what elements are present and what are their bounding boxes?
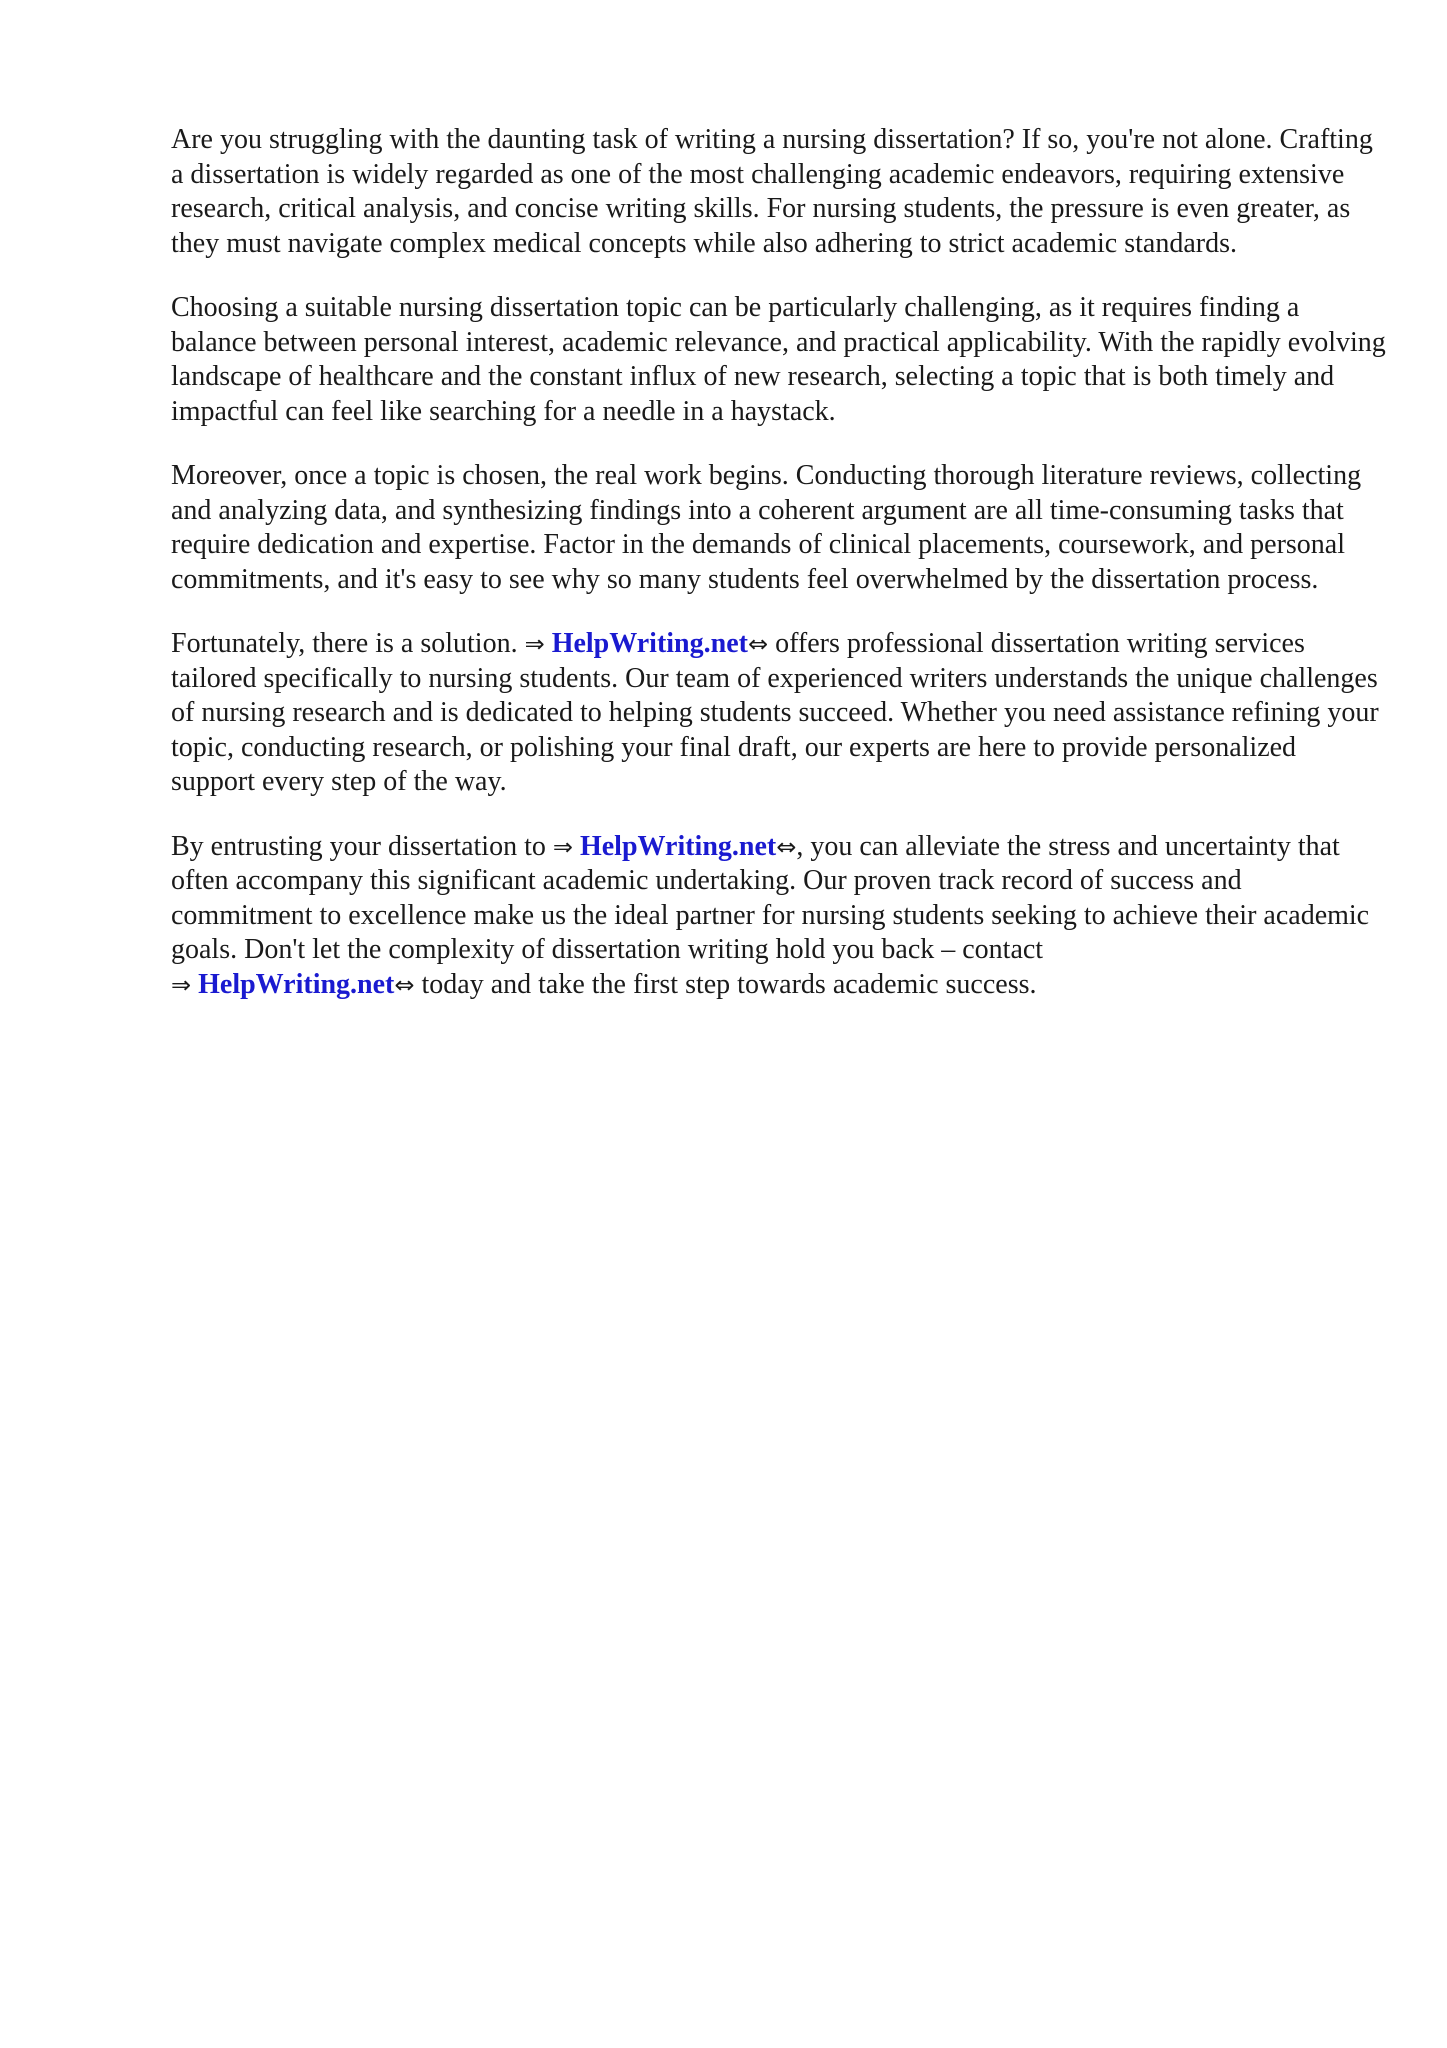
paragraph-solution: [171, 627, 1386, 800]
document-body: [171, 123, 1386, 1032]
paragraph-closing-lead: By entrusting your dissertation to: [171, 830, 546, 862]
helpwriting-link[interactable]: HelpWriting.net: [198, 968, 395, 1000]
right-arrow-icon: ⇒: [524, 630, 545, 658]
paragraph-solution-lead: Fortunately, there is a solution.: [171, 628, 518, 659]
helpwriting-link[interactable]: HelpWriting.net: [551, 628, 748, 659]
paragraph-intro: Are you struggling with the daunting task of writing a nursing dissertation? If so, you're not alone. Crafting a dissertation is widely regarded as one of the most challenging academic endeavors, requiring extensive research, critical analysis, and concise writing skills. For nursing students, the pressure is even greater, as they must navigate complex medical concepts while also adhering to strict academic standards.: [171, 124, 1373, 259]
paragraph-closing-middle: , you can alleviate the stress and uncertainty that often accompany this significant academic undertaking. Our proven track record of success and commitment to excellence make us the ideal partner for nursing students seeking to achieve their academic goals. Don't let the complexity of dissertation writing hold you back – contact: [171, 830, 1370, 965]
double-arrow-icon: ⇔: [776, 832, 797, 861]
helpwriting-link[interactable]: HelpWriting.net: [579, 830, 777, 862]
right-arrow-icon: ⇒: [552, 832, 573, 861]
paragraph-closing: [171, 830, 1386, 1003]
double-arrow-icon: ⇔: [747, 630, 769, 658]
paragraph-topic: Choosing a suitable nursing dissertation topic can be particularly challenging, as it requires finding a balance between personal interest, academic relevance, and practical applicability. With the rapidly evolving landscape of healthcare and the constant influx of new research, selecting a topic that is both timely and impactful can feel like searching for a needle in a haystack.: [171, 292, 1386, 427]
right-arrow-icon: ⇒: [171, 970, 192, 999]
double-arrow-icon: ⇔: [394, 970, 415, 999]
paragraph-process: Moreover, once a topic is chosen, the real work begins. Conducting thorough literature reviews, collecting and analyzing data, and synthesizing findings into a coherent argument are all time-consuming tasks that require dedication and expertise. Factor in the demands of clinical placements, coursework, and personal commitments, and it's easy to see why so many students feel overwhelmed by the dissertation process.: [171, 460, 1362, 595]
paragraph-closing-rest: today and take the first step towards academic success.: [414, 968, 1037, 1000]
paragraph-solution-rest: offers professional dissertation writing services tailored specifically to nursing students. Our team of experienced writers understands the unique challenges of nursing research and is dedicated to helping students succeed. Whether you need assistance refining your topic, conducting research, or polishing your final draft, our experts are here to provide personalized support every step of the way.: [171, 628, 1379, 797]
